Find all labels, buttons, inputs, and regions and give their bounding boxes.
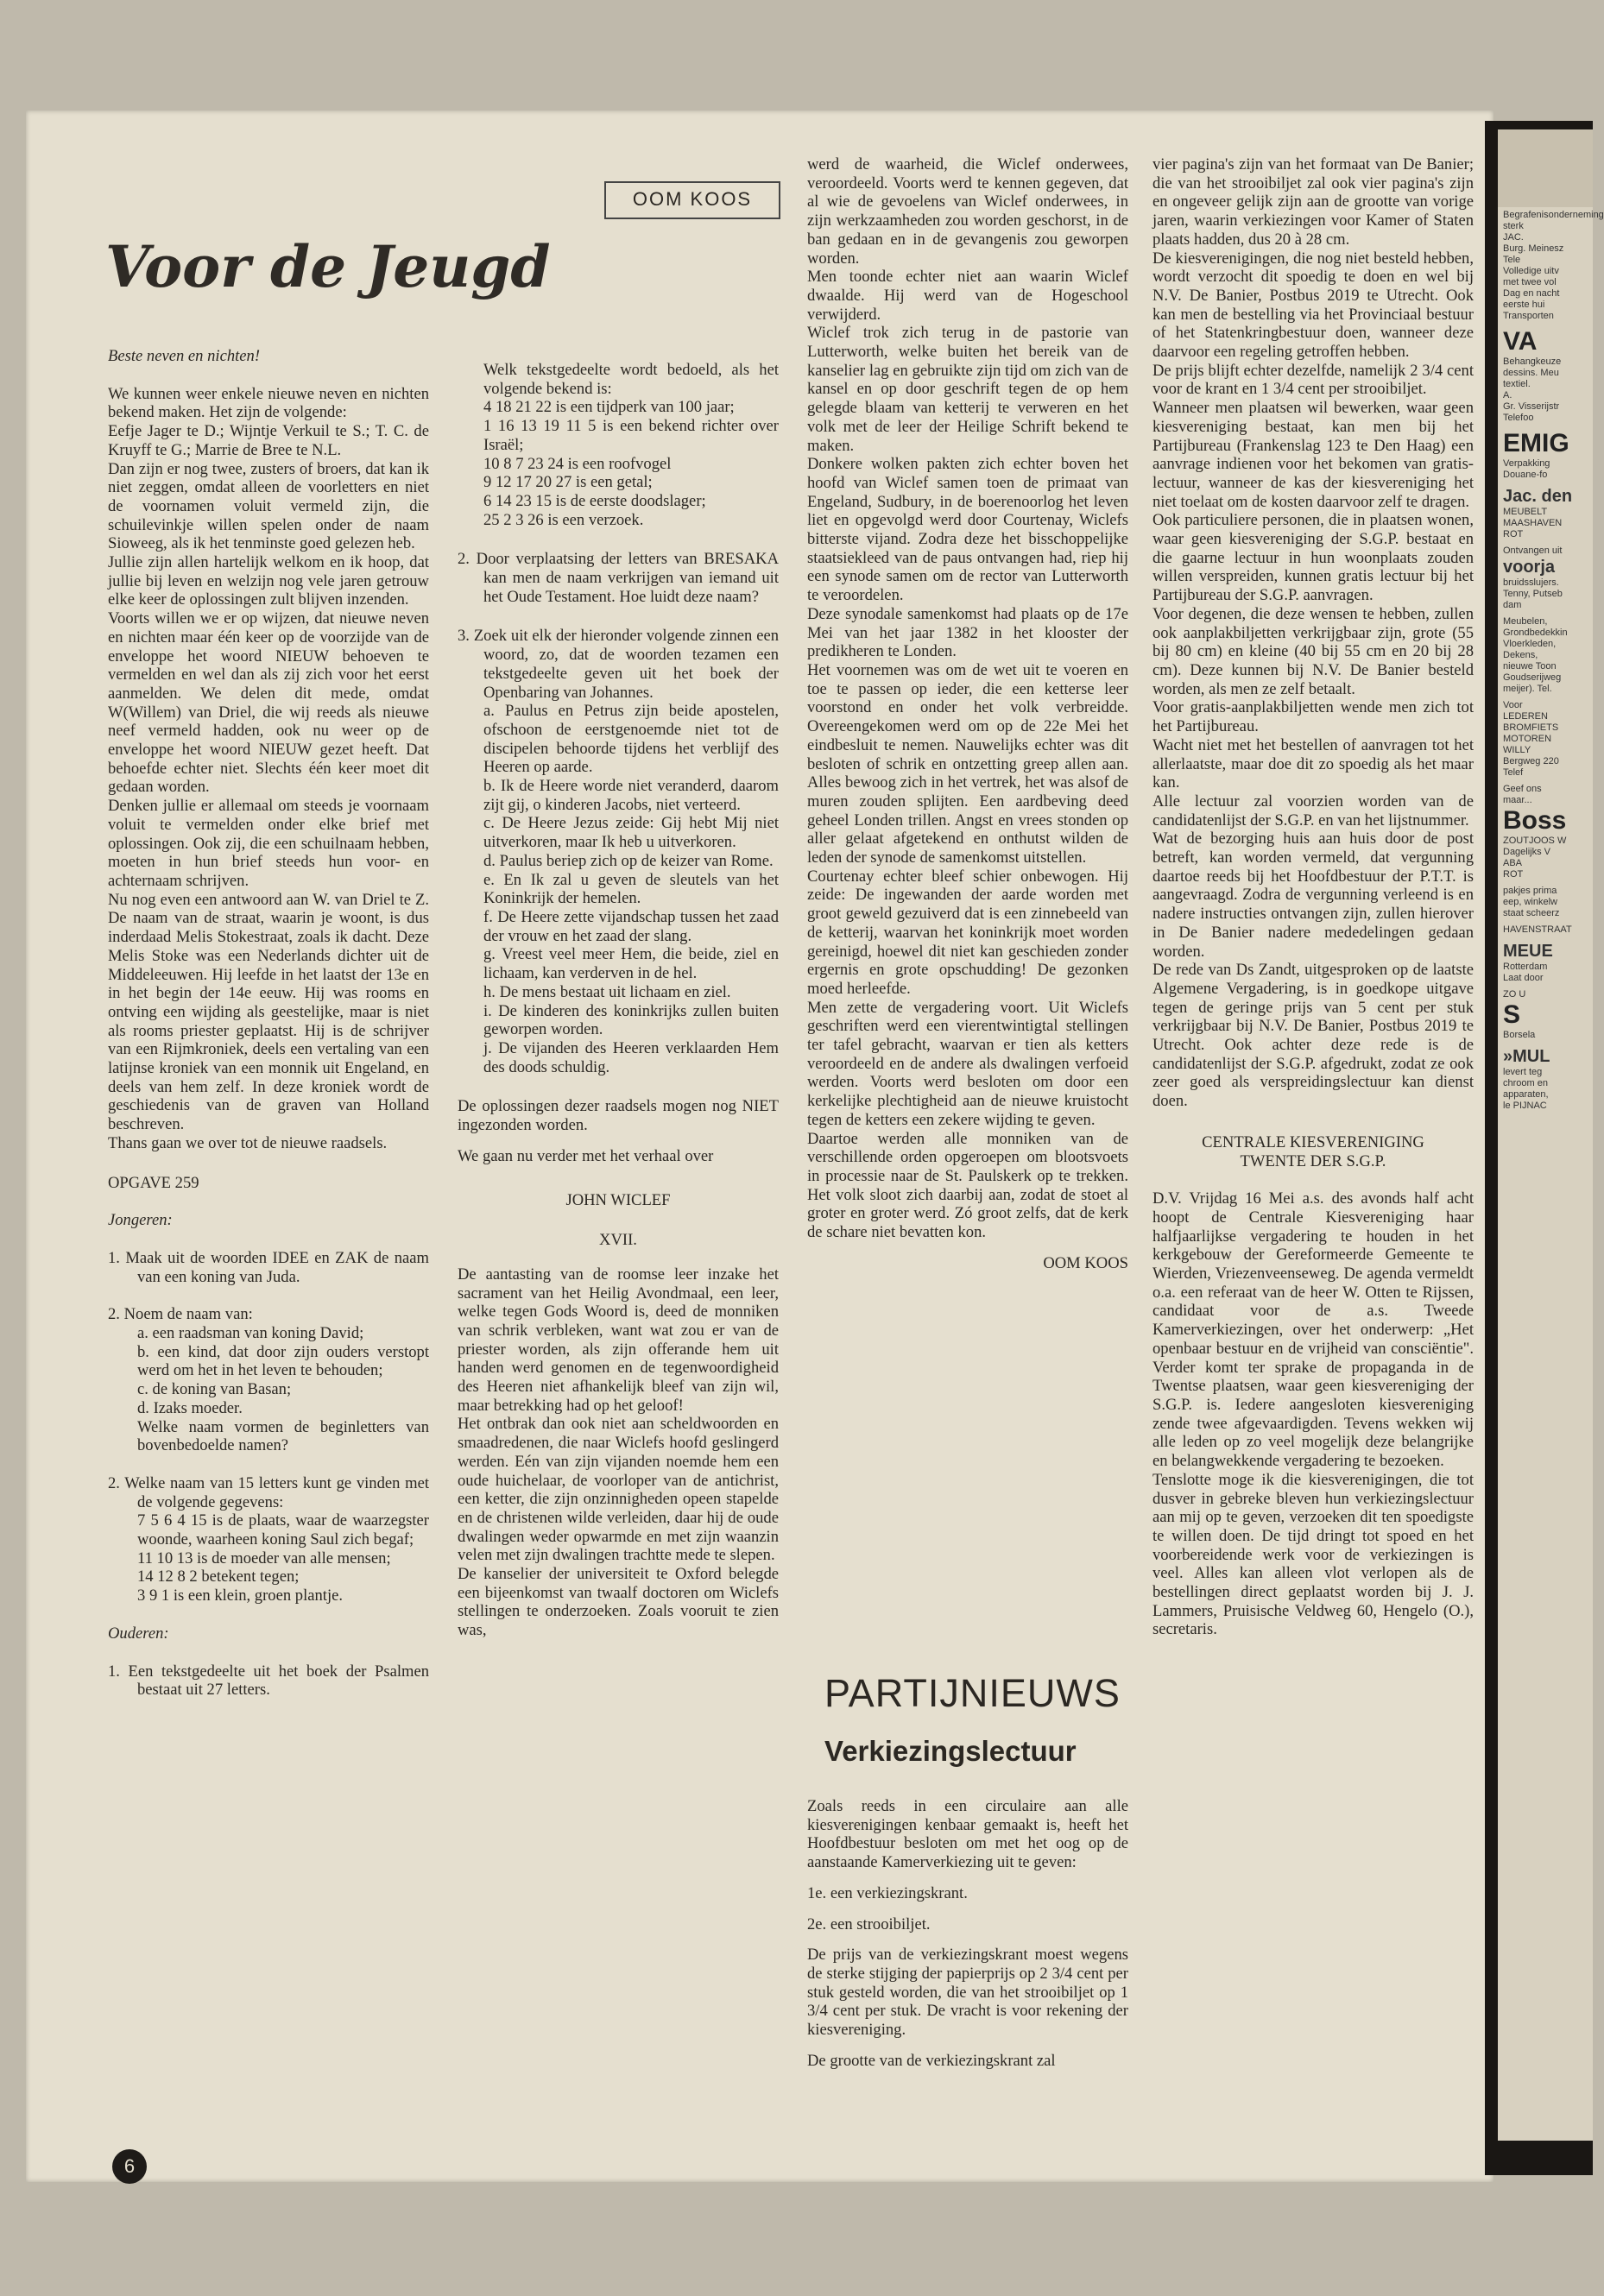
ad-line: chroom en xyxy=(1503,1078,1548,1088)
partijnieuws-body xyxy=(807,1797,1128,2070)
column-3 xyxy=(807,155,1128,1272)
paragraph: Ook particuliere personen, die in plaatsen wonen, waar geen kiesvereniging der S.G.P. bestaat en die gaarne lectuur in hun woonplaats zouden willen verspreiden, kunnen gratis lectuur bij het Partijbureau der S.G.P. aanvragen. xyxy=(1152,511,1474,605)
paragraph: Jullie zijn allen hartelijk welkom en ik hoop, dat jullie bij leven en welzijn nog vele jaren getrouw elke keer de oplossingen zult blijven inzenden. xyxy=(108,553,429,609)
paragraph: werd de waarheid, die Wiclef onderwees, veroordeeld. Voorts werd te kennen gegeven, dat al wie de gevoelens van Wiclef onderwees, in zijn werkzaamheden zou worden geschorst, in de ban gedaan en in de gevangenis zou geworpen worden. xyxy=(807,155,1128,268)
question-1: 1. Maak uit de woorden IDEE en ZAK de naam van een koning van Juda. xyxy=(108,1248,429,1286)
ouderen-label: Ouderen: xyxy=(108,1624,169,1643)
ad-line: LEDEREN xyxy=(1503,711,1548,722)
riddle-item: b. Ik de Heere worde niet veranderd, daarom zijt gij, o kinderen Jacobs, niet verteerd. xyxy=(483,777,779,814)
ad-line: WILLY xyxy=(1503,745,1531,755)
ad-line: sterk xyxy=(1503,221,1524,231)
ad-headline: »MUL xyxy=(1503,1047,1550,1066)
column-4 xyxy=(1152,155,1474,1639)
advertisement xyxy=(1498,987,1593,1044)
paragraph: Men toonde echter niet aan waarin Wiclef dwaalde. Hij werd van de Hogeschool verwijderd. xyxy=(807,268,1128,324)
paragraph: Het ontbrak dan ook niet aan scheldwoorden en smaadredenen, die naar Wiclefs hoofd geslingerd werden. Eén van zijn vijanden noemde hem een oude huichelaar, de voorloper van de antichrist, een ketter, die zijn onzinnigheden opeen stapelde en de christenen wilde verleiden, daar hij de oude dwalingen weder opwarmde en met zijn waanzin velen met zijn dwalingen trachtte mede te slepen. xyxy=(458,1415,779,1565)
question-item: c. de koning van Basan; xyxy=(137,1380,292,1399)
ad-line: Rotterdam xyxy=(1503,962,1548,972)
ad-line: ROT xyxy=(1503,869,1524,880)
ad-line: Borsela xyxy=(1503,1030,1536,1040)
ad-line: eep, winkelw xyxy=(1503,897,1557,907)
question-item: 14 12 8 2 betekent tegen; xyxy=(137,1567,300,1586)
verkiezingslectuur-heading: Verkiezingslectuur xyxy=(824,1735,1077,1767)
paragraph: Denken jullie er allemaal om steeds je voornaam voluit te vermelden onder elke brief met oplossingen. Ook zij, die een schuilnaam hebben, moeten in hun brief steeds hun voor- en achternaam schrijven. xyxy=(108,797,429,890)
ad-line: MEUBELT xyxy=(1503,507,1548,517)
ad-line: Transporten xyxy=(1503,311,1554,321)
advertisement xyxy=(1498,938,1593,987)
page-title: Voor de Jeugd xyxy=(105,233,551,300)
ad-line: Ontvangen uit xyxy=(1503,546,1563,556)
ad-headline: MEUE xyxy=(1503,942,1553,961)
opgave-heading: OPGAVE 259 xyxy=(108,1173,199,1192)
question-item: a. een raadsman van koning David; xyxy=(137,1324,364,1343)
ad-line: MOTOREN xyxy=(1503,734,1552,744)
question-2-outro: Welke naam vormen de beginletters van bovenbedoelde namen? xyxy=(137,1417,429,1455)
ad-line: Douane-fo xyxy=(1503,470,1548,480)
ad-line: Burg. Meinesz xyxy=(1503,243,1564,254)
riddle-item: 1 16 13 19 11 5 is een bekend richter over Israël; xyxy=(483,417,779,454)
ad-line: Geef ons xyxy=(1503,784,1542,794)
advertisement xyxy=(1498,426,1593,483)
ad-headline: EMIG xyxy=(1503,429,1569,457)
advertisement xyxy=(1498,614,1593,697)
paragraph: Thans gaan we over tot de nieuwe raadsels. xyxy=(108,1133,388,1152)
ad-line: levert teg xyxy=(1503,1067,1543,1077)
question-item: 11 10 13 is de moeder van alle mensen; xyxy=(137,1549,391,1567)
ad-line: Telef xyxy=(1503,767,1524,778)
kiesvereniging-heading: CENTRALE KIESVERENIGING TWENTE DER S.G.P. xyxy=(1202,1132,1424,1170)
paragraph: Daartoe werden alle monniken van de verschillende orden opgeroepen om blootsvoets in processie naar de St. Paulskerk op te trekken. Het volk sloot zich daarbij aan, zodat de stoet al groter en groter werd. Zó groot zelfs, dat de kerk de schare niet bevatten kon. xyxy=(807,1129,1128,1242)
ad-line: maar... xyxy=(1503,795,1532,805)
ad-line: Dagelijks V xyxy=(1503,847,1551,857)
ad-headline: VA xyxy=(1503,327,1538,356)
ad-line: ABA xyxy=(1503,858,1523,868)
paragraph: Donkere wolken pakten zich echter boven het hoofd van Wiclef samen toen de primaat van Engeland, Sudbury, in de boerenoorlog het leven liet en opgevolgd werd door Courtenay, Wiclefs bitterste vijand. Zodra deze het bisschoppelijke staatsiekleed van de paus ontvangen had, riep hij een synode samen om de rector van Lutterworth te veroordelen. xyxy=(807,455,1128,605)
column-2 xyxy=(458,361,779,1640)
riddle-item: 10 8 7 23 24 is een roofvogel xyxy=(483,454,672,473)
advertisement xyxy=(1498,922,1593,938)
story-signature: OOM KOOS xyxy=(1043,1253,1128,1272)
partijnieuws-heading: PARTIJNIEUWS xyxy=(824,1671,1121,1715)
ad-line: JAC. xyxy=(1503,232,1524,243)
ad-line: met twee vol xyxy=(1503,277,1557,287)
paragraph: Voor gratis-aanplakbiljetten wende men zich tot het Partijbureau. xyxy=(1152,698,1474,736)
story-chapter: XVII. xyxy=(599,1231,637,1250)
question-item: d. Izaks moeder. xyxy=(137,1398,243,1417)
riddle-items xyxy=(458,398,779,529)
ad-line: staat scheerz xyxy=(1503,908,1560,918)
riddle-3-items xyxy=(458,702,779,1076)
ad-line: BROMFIETS xyxy=(1503,722,1559,733)
advertisement xyxy=(1498,207,1604,325)
paragraph: De rede van Ds Zandt, uitgesproken op de laatste Algemene Vergadering, is in goedkope uitgave tegen de geringe prijs van 5 cent per stuk verkrijgbaar bij N.V. De Banier, Postbus 2019 te Utrecht. Ook achter deze rede is de candidatenlijst der S.G.P. afgedrukt, zodat ze ook zeer goed als verspreidingslectuur kan dienst doen. xyxy=(1152,961,1474,1111)
ad-image-placeholder xyxy=(1498,129,1593,207)
ad-line: Vloerkleden, xyxy=(1503,639,1557,649)
question-2-intro: 2. Noem de naam van: xyxy=(108,1305,253,1324)
question-item: b. een kind, dat door zijn ouders verstopt werd om het in het leven te behouden; xyxy=(137,1342,429,1380)
kiesvereniging-body xyxy=(1152,1189,1474,1639)
ad-line: dessins. Meu xyxy=(1503,368,1559,378)
riddle-item: 9 12 17 20 27 is een getal; xyxy=(483,473,653,492)
ad-line: ROT xyxy=(1503,529,1524,539)
riddle-item: h. De mens bestaat uit lichaam en ziel. xyxy=(483,982,731,1001)
question-3-items xyxy=(108,1511,429,1605)
ad-line: MAASHAVEN xyxy=(1503,518,1563,528)
ad-headline: Boss xyxy=(1503,806,1567,835)
ad-line: Meubelen, xyxy=(1503,616,1548,627)
paragraph: Tenslotte moge ik die kiesverenigingen, die tot dusver in gebreke bleven hun verkiezingslectuur aan mij op te geven, verzoeken dit ten spoedigste te willen doen. De tijd dringt tot spoed en het voorbereidende werk voor de verkiezingen is veel. Alles kan alleen vlot verlopen als de bestellingen direct geplaatst worden bij J. J. Lammers, Pruisische Veldweg 60, Hengelo (O.), secretaris. xyxy=(1152,1470,1474,1639)
ad-headline: Jac. den xyxy=(1503,487,1573,506)
riddle-item: e. En Ik zal u geven de sleutels van het Koninkrijk der hemelen. xyxy=(483,870,779,908)
paragraph: Eefje Jager te D.; Wijntje Verkuil te S.; T. C. de Kruyff te G.; Marrie de Bree te N.L. xyxy=(108,422,429,459)
column-1 xyxy=(108,347,429,1700)
advertisement xyxy=(1498,483,1593,543)
riddle-item: 25 2 3 26 is een verzoek. xyxy=(483,510,644,529)
riddle-item: f. De Heere zette vijandschap tussen het zaad der vrouw en het zaad der slang. xyxy=(483,907,779,945)
ad-line: Goudserijweg xyxy=(1503,672,1562,683)
ad-line: Behangkeuze xyxy=(1503,356,1562,367)
paragraph: De kanselier der universiteit te Oxford belegde een bijeenkomst van twaalf doctoren om Wiclefs stellingen te onderzoeken. Zoals vooruit te zien was, xyxy=(458,1565,779,1640)
paragraph: D.V. Vrijdag 16 Mei a.s. des avonds half acht hoopt de Centrale Kiesvereniging haar halfjaarlijkse vergadering te houden in het kerkgebouw der Gereformeerde Gemeente te Wierden, Vriezenveenseweg. De agenda vermeldt o.a. een referaat van de heer W. Otten te Rijssen, candidaat voor de a.s. Tweede Kamerverkiezingen, over het onderwerp: „Het openbaar bestuur en de vrijheid van consciëntie". Verder komt ter sprake de propaganda in de Twentse plaatsen, waar geen kiesvereniging der S.G.P. is. Iedere aangesloten kiesvereniging zende twee afgevaardigden. Tevens wekken wij alle leden op zo veel mogelijk deze belangrijke en belangwekkende vergadering te bezoeken. xyxy=(1152,1189,1474,1471)
question-item: 7 5 6 4 15 is de plaats, waar de waarzegster woonde, waarheen koning Saul zich begaf; xyxy=(137,1511,429,1549)
ad-line: Volledige uitv xyxy=(1503,266,1559,276)
ad-headline: voorja xyxy=(1503,558,1556,577)
ad-line: nieuwe Toon xyxy=(1503,661,1557,672)
ad-headline: S xyxy=(1503,1000,1521,1029)
verkiezingslectuur-continuation xyxy=(1152,155,1474,1111)
paragraph: Nu nog even een antwoord aan W. van Driel te Z. De naam van de straat, waarin je woont, is dus inderdaad Melis Stokestraat, zoals ik dacht. Deze Melis Stoke was een Nederlands dichter uit de Middeleeuwen. Hij leefde in het laatst der 13e en in het begin der 14e eeuw. Hij was rooms en ontving een wijding als geestelijke, maar is niet als rooms priester geplaatst. Hij is de schrijver van een Rijmkroniek, deels een vertaling van een latijnse kroniek van een monnik uit Engeland, en deels van hem zelf. In deze kroniek wordt de geschiedenis van de graven van Holland beschreven. xyxy=(108,890,429,1134)
riddle-closing: De oplossingen dezer raadsels mogen nog NIET ingezonden worden. xyxy=(458,1097,779,1135)
paragraph: Wacht niet met het bestellen of aanvragen tot het allerlaatste, maar doe dit zo spoedig als het maar kan. xyxy=(1152,735,1474,792)
ad-line: Verpakking xyxy=(1503,458,1550,469)
ad-line: apparaten, xyxy=(1503,1089,1549,1100)
paragraph: De grootte van de verkiezingskrant zal xyxy=(807,2051,1056,2070)
paragraph: vier pagina's zijn van het formaat van De Banier; die van het strooibiljet zal ook vier pagina's zijn en ongeveer gelijk zijn aan de grootte van vorige jaren, waarin verkiezingen voor Kamer of Staten plaats hadden, dus 20 à 28 cm. xyxy=(1152,155,1474,249)
paragraph: Wiclef trok zich terug in de pastorie van Lutterworth, welke buiten het bereik van de kanselier lag en gebruikte zijn tijd om zich van de kansel en op door geschrift tegen de op hem gelegde blaam van ketterij te verweren en het volk met de leer der Heilige Schrift bekend te maken. xyxy=(807,324,1128,455)
riddle-intro: Welk tekstgedeelte wordt bedoeld, als het volgende bekend is: xyxy=(483,361,779,398)
ad-line: A. xyxy=(1503,390,1512,401)
ad-line: Begrafenisonderneming xyxy=(1503,210,1604,220)
page-number: 6 xyxy=(112,2149,147,2184)
story-title: JOHN WICLEF xyxy=(565,1191,671,1210)
intro-paragraphs xyxy=(108,385,429,1153)
ad-line: Tele xyxy=(1503,255,1521,265)
riddle-3: 3. Zoek uit elk der hieronder volgende zinnen een woord, zo, dat de woorden tezamen een tekstgedeelte geven uit het boek der Openbaring van Johannes. xyxy=(458,627,779,702)
paragraph: 1e. een verkiezingskrant. xyxy=(807,1883,968,1902)
ad-line: Dag en nacht xyxy=(1503,288,1560,299)
paragraph: Voorts willen we er op wijzen, dat nieuwe neven en nichten maar één keer op de voorzijde van de enveloppe het woord NIEUW behoeven te vermelden en wel dan als zij zich voor het eerst aanmelden. We delen dit mede, omdat W(Willem) van Driel, die wij reeds als nieuwe neef vermeld hadden, ook nu weer op de enveloppe het woord NIEUW gezet heeft. Dat behoefde echter niet. Slechts één keer moet dit gedaan worden. xyxy=(108,609,429,797)
ad-line: HAVENSTRAAT xyxy=(1503,924,1572,935)
ad-line: Grondbedekkin xyxy=(1503,628,1568,638)
ad-line: meijer). Tel. xyxy=(1503,684,1552,694)
ad-line: Bergweg 220 xyxy=(1503,756,1559,766)
jongeren-label: Jongeren: xyxy=(108,1211,173,1230)
paragraph: De aantasting van de roomse leer inzake het sacrament van het Heilig Avondmaal, een leer, welke tegen Gods Woord is, deed de monniken van schrik verbleken, want wat zou er van de priester worden, als zijn offerande hem uit handen werd genomen en de tegenwoordigheid des Heeren niet afhankelijk bleef van zijn wil, maar betrekking had op het geloof! xyxy=(458,1265,779,1415)
paragraph: Wanneer men plaatsen wil bewerken, waar geen kiesvereniging bestaat, kan men bij het Partijbureau (Frankenslag 123 te Den Haag) een aanvrage indienen voor het bekomen van gratis-lectuur, wanneer de kas der kiesvereniging het niet toelaat om de kosten daarvoor zelf te dragen. xyxy=(1152,399,1474,511)
ad-line: Laat door xyxy=(1503,973,1544,983)
riddle-item: g. Vreest veel meer Hem, die beide, ziel en lichaam, kan verderven in de hel. xyxy=(483,945,779,983)
story-continue: We gaan nu verder met het verhaal over xyxy=(458,1146,714,1165)
riddle-item: c. De Heere Jezus zeide: Gij hebt Mij niet uitverkoren, maar Ik heb u uitverkoren. xyxy=(483,814,779,852)
ad-line: textiel. xyxy=(1503,379,1531,389)
paragraph: Men zette de vergadering voort. Uit Wiclefs geschriften werd een vierentwintigtal stellingen ter tafel gebracht, waarvan er tien als ketters veroordeeld en de andere als dwalingen verfoeid werden. Voorts werd besloten om door een kerkelijke plechtigheid aan de nieuwe kruistocht tegen de ketters een zekere wijding te geven. xyxy=(807,998,1128,1129)
paragraph: De kiesverenigingen, die nog niet besteld hebben, wordt verzocht dit spoedig te doen en wel bij N.V. De Banier, Postbus 2019 te Utrecht. Ook kan men de bestelling via het Provinciaal bestuur of het Statenkringbestuur doen, wanneer deze daarvoor een regeling getroffen hebben. xyxy=(1152,249,1474,362)
ad-line: ZOUTJOOS W xyxy=(1503,836,1567,846)
advertisement xyxy=(1498,883,1593,922)
riddle-item: d. Paulus beriep zich op de keizer van Rome. xyxy=(483,851,774,870)
ad-line: dam xyxy=(1503,600,1522,610)
ad-line: Gr. Visserijstr xyxy=(1503,401,1560,412)
advertisement xyxy=(1498,325,1593,426)
greeting: Beste neven en nichten! xyxy=(108,347,261,365)
ad-line: Dekens, xyxy=(1503,650,1538,660)
ad-line: Telefoo xyxy=(1503,413,1534,423)
advertisement-strip xyxy=(1498,129,1604,2141)
paragraph: Voor degenen, die deze wensen te hebben, zullen ook aanplakbiljetten verkrijgbaar zijn, grote (55 bij 80 cm) en kleine (40 bij 55 cm en 20 bij 28 cm). Deze kunnen bij N.V. De Banier besteld worden, als men ze zelf betaalt. xyxy=(1152,604,1474,698)
story-paragraphs xyxy=(458,1265,779,1640)
paragraph: We kunnen weer enkele nieuwe neven en nichten bekend maken. Het zijn de volgende: xyxy=(108,384,429,422)
riddle-item: i. De kinderen des koninkrijks zullen buiten geworpen worden. xyxy=(483,1001,779,1039)
story-continuation xyxy=(807,155,1128,1242)
paragraph: Courtenay echter bleef schier onbewogen. Hij zeide: De ingewanden der aarde worden met groot geweld gezuiverd dat is een zinnebeeld van de ketterij, waarvan het koninkrijk moet worden gereinigd, hoewel dit niet kan geschieden zonder ergernis en grote opschudding! De gezonken moed herleefde. xyxy=(807,867,1128,998)
paragraph: Zoals reeds in een circulaire aan alle kiesverenigingen kenbaar gemaakt is, heeft het Hoofdbestuur besloten om met het oog op de aanstaande Kamerverkiezing uit te geven: xyxy=(807,1797,1128,1872)
paragraph: De prijs van de verkiezingskrant moest wegens de sterke stijging der papierprijs op 2 3/4 cent per stuk gesteld worden, die van het strooibiljet op 1 3/4 cent per stuk. De vracht is voor rekening der kiesvereniging. xyxy=(807,1946,1128,2040)
advertisement xyxy=(1498,543,1593,614)
riddle-item: j. De vijanden des Heeren verklaarden Hem des doods schuldig. xyxy=(483,1038,779,1076)
question-2-items xyxy=(108,1324,429,1418)
ad-line: ZO U xyxy=(1503,989,1526,1000)
ad-line: Voor xyxy=(1503,700,1523,710)
ad-line: eerste hui xyxy=(1503,300,1545,310)
paragraph: Deze synodale samenkomst had plaats op de 17e Mei van het jaar 1382 in het klooster der predikheren te Londen. xyxy=(807,604,1128,661)
riddle-item: 4 18 21 22 is een tijdperk van 100 jaar; xyxy=(483,398,735,417)
riddle-2: 2. Door verplaatsing der letters van BRESAKA kan men de naam verkrijgen van iemand uit het Oude Testament. Hoe luidt deze naam? xyxy=(458,550,779,606)
advertisement xyxy=(1498,1044,1593,1114)
advertisement xyxy=(1498,697,1593,781)
question-3-intro: 2. Welke naam van 15 letters kunt ge vinden met de volgende gegevens: xyxy=(108,1473,429,1511)
ad-line: pakjes prima xyxy=(1503,886,1557,896)
paragraph: Wat de bezorging huis aan huis door de post betreft, kan worden vermeld, dat vergunning daartoe reeds bij het Hoofdbestuur der P.T.T. is aangevraagd. Zodra de vergunning verleend is en nadere instructies ontvangen zijn, zullen hierover in De Banier nadere mededelingen gedaan worden. xyxy=(1152,829,1474,961)
paragraph: Alle lectuur zal voorzien worden van de candidatenlijst der S.G.P. en van het lijstnummer. xyxy=(1152,792,1474,829)
question-item: 3 9 1 is een klein, groen plantje. xyxy=(137,1586,344,1605)
paragraph: De prijs blijft echter dezelfde, namelijk 2 3/4 cent voor de krant en 1 3/4 cent per strooibiljet. xyxy=(1152,361,1474,399)
ad-line: bruidsslujers. xyxy=(1503,577,1559,588)
ad-line: le PIJNAC xyxy=(1503,1101,1547,1111)
ouderen-question-1: 1. Een tekstgedeelte uit het boek der Psalmen bestaat uit 27 letters. xyxy=(108,1662,429,1700)
riddle-item: 6 14 23 15 is de eerste doodslager; xyxy=(483,491,706,510)
paragraph: 2e. een strooibiljet. xyxy=(807,1914,931,1933)
advertisement xyxy=(1498,781,1593,883)
ad-line: Tenny, Putseb xyxy=(1503,589,1563,599)
column-label-box: OOM KOOS xyxy=(604,181,780,219)
riddle-item: a. Paulus en Petrus zijn beide apostelen, ofschoon de eerstgenoemde niet tot de discipelen behoorde tijdens het verblijf des Heeren op aarde. xyxy=(483,702,779,777)
paragraph: Het voornemen was om de wet uit te voeren en toe te passen op ieder, die een ketterse leer voorstond en onder het volk verbreidde. Overeengekomen werd om op de 22e Mei het eindbesluit te nemen. Nauwelijks echter was dit besloten of schrik en ontzetting greep allen aan. Alles bewoog zich in het vertrek, het was alsof de muren zouden splijten. Een aardbeving deed geheel Londen trillen. Angst en vrees stonden op aller gelaat afgetekend en onthutst wilden de leden der synode de samenkomst uitstellen. xyxy=(807,660,1128,867)
paragraph: Dan zijn er nog twee, zusters of broers, dat kan ik niet zeggen, omdat alleen de voorletters en niet de voornamen voluit vermeld zijn, die schuilevinkje willen spelen onder de naam Sioweeg, als ik het tenminste goed gelezen heb. xyxy=(108,459,429,553)
